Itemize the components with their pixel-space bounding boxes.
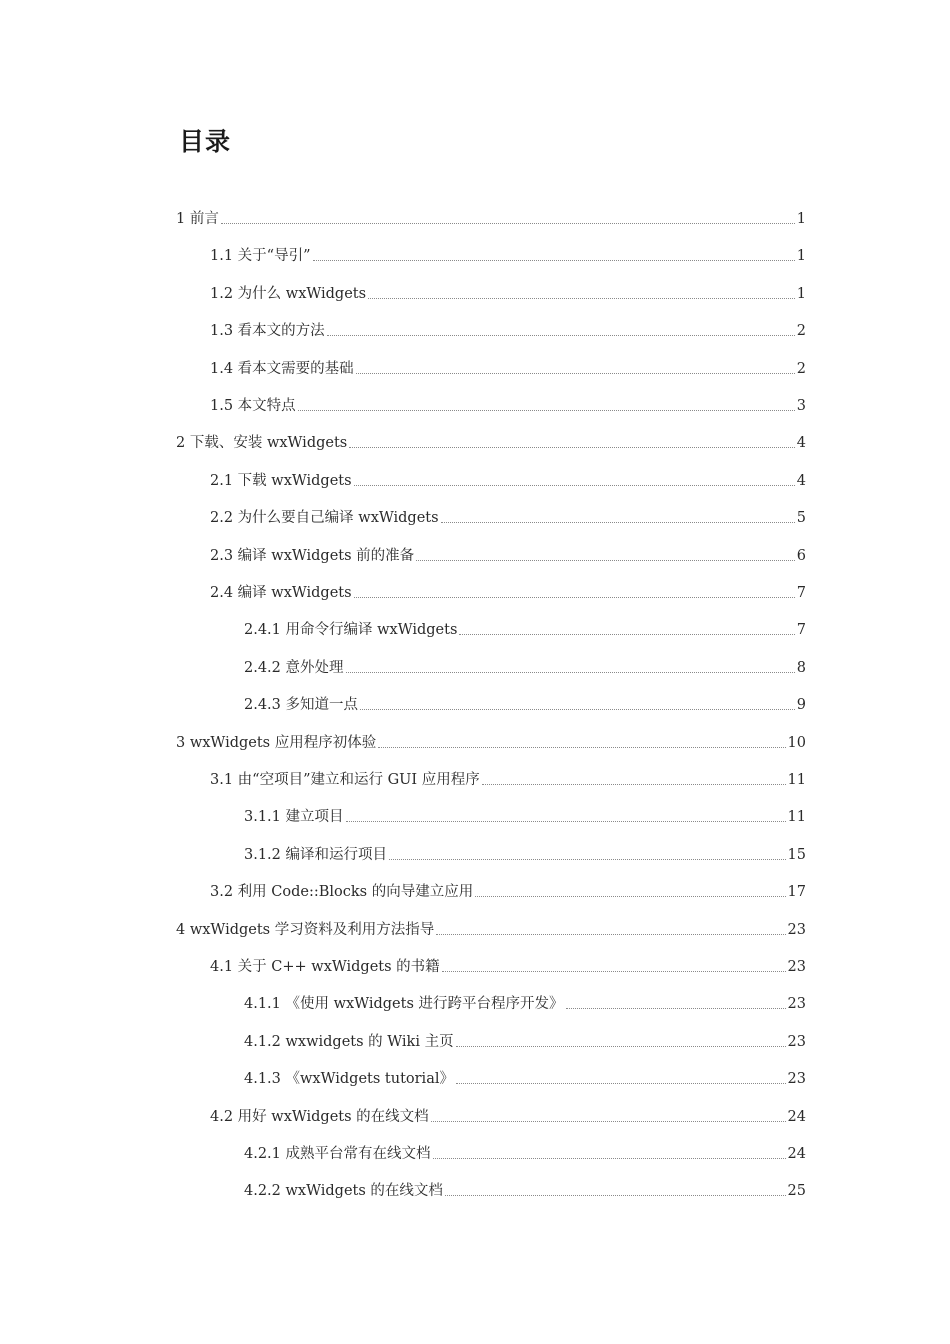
dot-leader <box>416 560 795 561</box>
toc-entry-page-number: 23 <box>787 922 806 938</box>
toc-entry-title: 2 下载、安装 wxWidgets <box>176 435 348 451</box>
toc-entry-title: 2.2 为什么要自己编译 wxWidgets <box>210 510 439 526</box>
toc-entry-title: 4 wxWidgets 学习资料及利用方法指导 <box>176 922 435 938</box>
toc-entry-page-number: 23 <box>787 959 806 975</box>
toc-entry[interactable] <box>210 770 806 790</box>
toc-entry-page-number: 1 <box>796 211 806 227</box>
dot-leader <box>445 1195 786 1196</box>
toc-entry[interactable] <box>244 1144 806 1164</box>
toc-entry[interactable] <box>210 246 806 266</box>
dot-leader <box>436 934 785 935</box>
toc-entry-title: 2.4.3 多知道一点 <box>244 697 359 713</box>
toc-entry[interactable] <box>210 321 806 341</box>
dot-leader <box>441 522 795 523</box>
dot-leader <box>360 709 795 710</box>
toc-entry[interactable] <box>176 920 806 940</box>
toc-entry-page-number: 2 <box>796 361 806 377</box>
toc-entry[interactable] <box>176 733 806 753</box>
dot-leader <box>442 971 786 972</box>
toc-entry-page-number: 4 <box>796 473 806 489</box>
dot-leader <box>349 447 795 448</box>
toc-entry-title: 2.1 下载 wxWidgets <box>210 473 352 489</box>
dot-leader <box>368 298 795 299</box>
toc-entry-page-number: 23 <box>787 1071 806 1087</box>
dot-leader <box>356 373 795 374</box>
toc-entry-page-number: 10 <box>787 735 806 751</box>
toc-entry-title: 3.1.2 编译和运行项目 <box>244 847 388 863</box>
toc-entry-title: 4.2 用好 wxWidgets 的在线文档 <box>210 1109 429 1125</box>
dot-leader <box>354 597 795 598</box>
dot-leader <box>346 672 795 673</box>
toc-entry-title: 4.2.1 成熟平台常有在线文档 <box>244 1146 431 1162</box>
dot-leader <box>346 821 786 822</box>
toc-entry-page-number: 17 <box>787 884 806 900</box>
dot-leader <box>482 784 786 785</box>
toc-entry-page-number: 4 <box>796 435 806 451</box>
dot-leader <box>221 223 795 224</box>
toc-entry[interactable] <box>244 695 806 715</box>
toc-entry-title: 4.2.2 wxWidgets 的在线文档 <box>244 1183 443 1199</box>
dot-leader <box>298 410 795 411</box>
toc-entry-title: 2.4 编译 wxWidgets <box>210 585 352 601</box>
toc-entry-title: 1.5 本文特点 <box>210 398 296 414</box>
toc-entry[interactable] <box>244 1032 806 1052</box>
dot-leader <box>459 634 794 635</box>
toc-entry-page-number: 8 <box>796 660 806 676</box>
toc-entry[interactable] <box>244 845 806 865</box>
dot-leader <box>327 335 795 336</box>
dot-leader <box>456 1046 786 1047</box>
toc-entry-page-number: 15 <box>787 847 806 863</box>
toc-entry-title: 2.3 编译 wxWidgets 前的准备 <box>210 548 415 564</box>
toc-entry-page-number: 11 <box>787 772 806 788</box>
toc-entry-title: 3.2 利用 Code::Blocks 的向导建立应用 <box>210 884 474 900</box>
dot-leader <box>378 747 785 748</box>
toc-entry-page-number: 7 <box>796 585 806 601</box>
dot-leader <box>354 485 795 486</box>
toc-entry[interactable] <box>244 807 806 827</box>
toc-entry-page-number: 1 <box>796 286 806 302</box>
toc-entry[interactable] <box>244 1069 806 1089</box>
toc-entry-page-number: 23 <box>787 996 806 1012</box>
dot-leader <box>566 1008 786 1009</box>
toc-entry-page-number: 5 <box>796 510 806 526</box>
toc-entry[interactable] <box>210 284 806 304</box>
toc-entry-title: 2.4.2 意外处理 <box>244 660 344 676</box>
toc-entry[interactable] <box>176 433 806 453</box>
toc-entry-title: 3 wxWidgets 应用程序初体验 <box>176 735 377 751</box>
toc-entry[interactable] <box>244 994 806 1014</box>
toc-entry-title: 1.4 看本文需要的基础 <box>210 361 354 377</box>
toc-entry-title: 1 前言 <box>176 211 219 227</box>
dot-leader <box>313 260 795 261</box>
dot-leader <box>456 1083 786 1084</box>
toc-entry[interactable] <box>244 658 806 678</box>
toc-entry[interactable] <box>210 508 806 528</box>
toc-entry[interactable] <box>244 620 806 640</box>
toc-entry[interactable] <box>210 882 806 902</box>
toc-entry[interactable] <box>210 1107 806 1127</box>
toc-entry[interactable] <box>210 471 806 491</box>
toc-entry-page-number: 2 <box>796 323 806 339</box>
toc-entry-page-number: 24 <box>787 1109 806 1125</box>
toc-entry[interactable] <box>210 396 806 416</box>
toc-entry-page-number: 3 <box>796 398 806 414</box>
dot-leader <box>433 1158 786 1159</box>
toc-entry[interactable] <box>210 957 806 977</box>
toc-entry-page-number: 1 <box>796 248 806 264</box>
toc-entry-title: 3.1 由“空项目”建立和运行 GUI 应用程序 <box>210 772 480 788</box>
toc-entry-page-number: 23 <box>787 1034 806 1050</box>
toc-entry-page-number: 24 <box>787 1146 806 1162</box>
toc-entry-title: 4.1 关于 C++ wxWidgets 的书籍 <box>210 959 440 975</box>
toc-entry-page-number: 25 <box>787 1183 806 1199</box>
toc-entry-page-number: 9 <box>796 697 806 713</box>
page-title: 目录 <box>179 127 232 156</box>
toc-entry-title: 3.1.1 建立项目 <box>244 809 344 825</box>
toc-entry-title: 1.2 为什么 wxWidgets <box>210 286 367 302</box>
toc-entry-title: 4.1.3 《wxWidgets tutorial》 <box>244 1071 454 1087</box>
dot-leader <box>475 896 785 897</box>
toc-entry-title: 1.1 关于“导引” <box>210 248 311 264</box>
toc-entry-title: 4.1.1 《使用 wxWidgets 进行跨平台程序开发》 <box>244 996 564 1012</box>
toc-entry-page-number: 11 <box>787 809 806 825</box>
toc-entry[interactable] <box>176 209 806 229</box>
toc-entry-page-number: 6 <box>796 548 806 564</box>
toc-entry-title: 4.1.2 wxwidgets 的 Wiki 主页 <box>244 1034 454 1050</box>
toc-entry-page-number: 7 <box>796 622 806 638</box>
toc-entry[interactable] <box>210 583 806 603</box>
toc-entry-title: 2.4.1 用命令行编译 wxWidgets <box>244 622 458 638</box>
dot-leader <box>389 859 786 860</box>
toc-entry[interactable] <box>210 546 806 566</box>
toc-entry[interactable] <box>210 359 806 379</box>
toc-entry-title: 1.3 看本文的方法 <box>210 323 325 339</box>
dot-leader <box>431 1121 786 1122</box>
toc-entry[interactable] <box>244 1181 806 1201</box>
